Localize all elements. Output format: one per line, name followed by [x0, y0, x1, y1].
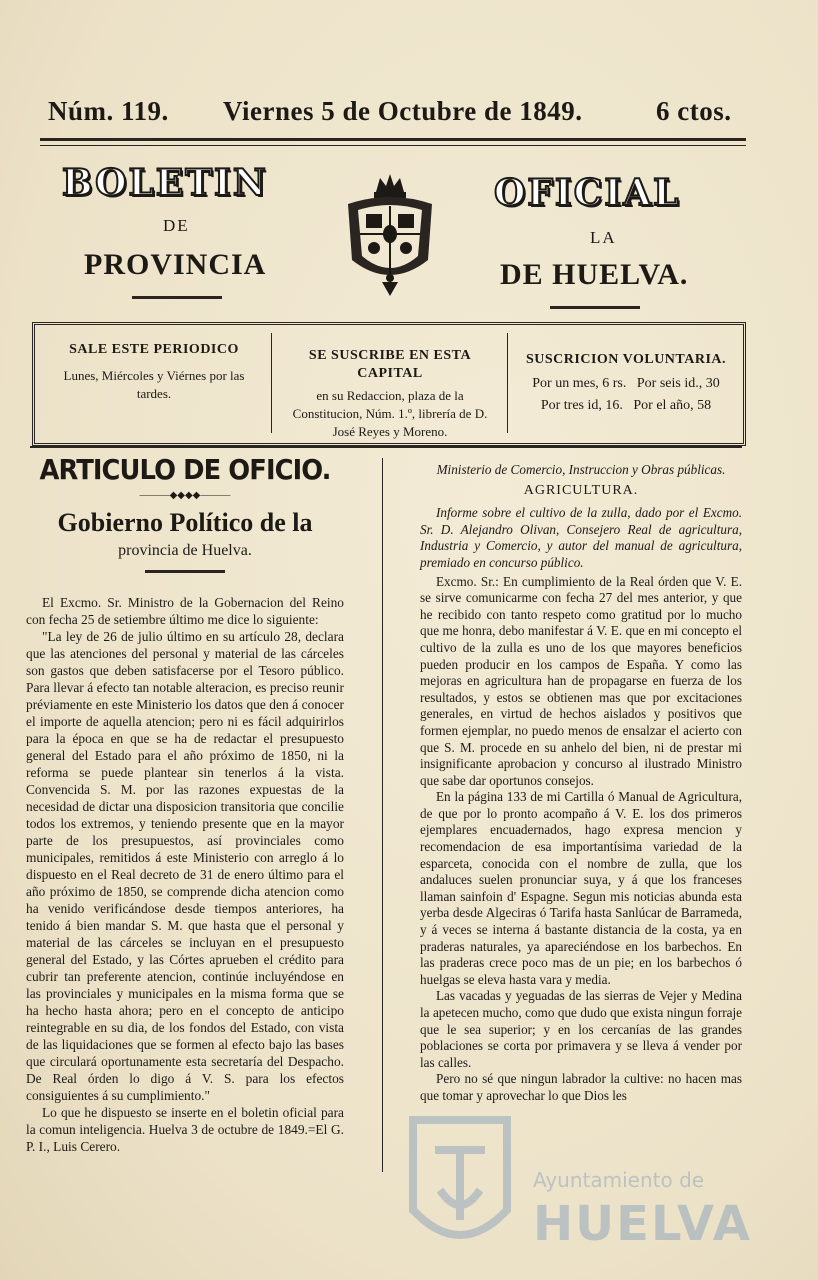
title-de: DE	[163, 216, 190, 235]
issue-date: Viernes 5 de Octubre de 1849.	[223, 96, 583, 126]
title-de-huelva: DE HUELVA.	[500, 258, 689, 291]
prices-line-2: Por tres id, 16. Por el año, 58	[540, 398, 712, 413]
report-paragraph-4: Pero no sé que ningun labrador la cultive: no hacen mas que tomar y aprovechar lo que Dios les	[420, 1071, 742, 1103]
agricultura-title: AGRICULTURA.	[523, 482, 639, 498]
title-boletin: BOLETIN	[62, 162, 268, 204]
publication-heading: SALE ESTE PERIODICO	[69, 342, 239, 357]
paragraph-closing: Lo que he dispuesto se inserte en el boletin oficial para la comun inteligencia. Huelva 3 de octubre de 1849.=El G. P. I., Luis Cerero.	[26, 1105, 344, 1154]
prices-heading: SUSCRICION VOLUNTARIA.	[525, 352, 726, 367]
subscribe-text: en su Redaccion, plaza de la Constitucion, Núm. 1.º, librería de D. José Reyes y Moreno.	[292, 388, 488, 439]
coat-of-arms-icon	[342, 170, 438, 300]
prices-info	[513, 333, 739, 415]
subscribe-heading: SE SUSCRIBE EN ESTA CAPITAL	[308, 348, 472, 381]
info-divider-2	[507, 333, 508, 433]
left-column	[26, 450, 344, 1155]
report-paragraph-3: Las vacadas y yeguadas de las sierras de Vejer y Medina la apetecen mucho, como que dudo que exista ningun forraje que le sea superior; y en los cercanías de las grandes poblaciones se corta por primavera y se lleva á vender por las calles.	[420, 988, 742, 1070]
info-divider-1	[271, 333, 272, 433]
report-intro: Informe sobre el cultivo de la zulla, dado por el Excmo. Sr. D. Alejandro Olivan, Consejero Real de agricultura, Industria y Comercio, y autor del manual de agricultura, premiado en concurso público.	[420, 505, 742, 570]
title-underline-right	[550, 306, 640, 309]
issue-price: 6 ctos.	[656, 96, 732, 126]
watermark-line-1: Ayuntamiento de	[533, 1168, 705, 1192]
prices-line-1: Por un mes, 6 rs. Por seis id., 30	[532, 376, 720, 391]
city-shield-icon	[405, 1110, 515, 1270]
title-provincia: PROVINCIA	[84, 248, 267, 281]
title-oficial: OFICIAL	[494, 172, 681, 214]
ministry-heading: Ministerio de Comercio, Instruccion y Obras públicas.	[436, 462, 726, 477]
column-divider	[382, 458, 383, 1172]
paragraph-decree: "La ley de 26 de julio último en su artículo 28, declara que las atenciones del personal y material de las cárceles son gastos que deben satisfacerse por el Tesoro público. Para llevar á efecto tan notable alteracion, es preciso reunir préviamente en este Ministerio los datos que den á conocer el importe de aquella atencion; pero ni es fácil adquirirlos para la época en que se ha de redactar el presupuesto general del Estado para el año próximo de 1850, ni la reforma se puede plantear sin tenerlos á la vista. Convencida S. M. por las razones expuestas de la necesidad de dictar una disposicion transitoria que concilie todos los extremos, y teniendo presente que en la mayor parte de los presupuestos, así provinciales como municipales, remitidos á este Ministerio con arreglo á lo dispuesto en el Real decreto de 31 de enero último para el año próximo de 1850, se comprende dicha atencion como ha venido verificándose desde tiempos anteriores, ha tenido á bien mandar S. M. que hasta que el personal y material de las cárceles se incluyan en el presupuesto general del Estado, y las Córtes aprueben el crédito para cubrir tan preferente atencion, continúe incluyéndose en las provinciales y municipales en la misma forma que se ha hecho hasta ahora; pero en el concepto de anticipo reintegrable en su dia, de los fondos del Estado, con vista de las liquidaciones que se formen al efecto bajo las bases que circulará oportunamente esta secretaría del Despacho. De Real órden lo digo á V. S. para los efectos consiguientes á su cumplimiento."	[26, 629, 344, 1103]
title-la: LA	[590, 228, 617, 247]
report-paragraph-2: En la página 133 de mi Cartilla ó Manual de Agricultura, de que por lo pronto acompaño á V. E. los dos primeros ejemplares encuadernados, hago expresa mencion y recomendacion de esa importantísima variedad de la esparceta, conocida con el nombre de zulla, que los andaluces suelen pronunciar suya, y á que los franceses llaman sainfoin d' Espagne. Segun mis noticias abunda esta yerba desde Algeciras ó Tarifa hasta Sanlúcar de Barrameda, y á veces se interna á bastante distancia de la costa, ya en praderas naturales, ya apareciéndose en los barbechos. En las praderas crece poco mas de un pie; en los barbechos ó huelgas se eleva hasta vara y media.	[420, 789, 742, 987]
watermark-line-2: HUELVA	[533, 1196, 752, 1252]
box-rule	[30, 446, 742, 448]
issue-number: Núm. 119.	[48, 96, 169, 126]
subscription-box	[32, 322, 746, 446]
publication-info	[41, 333, 267, 403]
heading-rule	[26, 564, 344, 574]
masthead-rule-bottom	[40, 145, 746, 146]
gobierno-heading: Gobierno Político de la	[57, 508, 313, 537]
subscribe-info	[277, 333, 503, 441]
right-column	[420, 462, 742, 1105]
ornament-divider: ———◆◆◆◆———	[139, 490, 231, 501]
masthead-rule-top	[40, 138, 746, 141]
paragraph-intro: El Excmo. Sr. Ministro de la Gobernacion del Reino con fecha 25 de setiembre último me dice lo siguiente:	[26, 595, 344, 627]
publication-text: Lunes, Miércoles y Viérnes por las tardes.	[63, 368, 245, 401]
gobierno-subheading: provincia de Huelva.	[118, 542, 252, 559]
section-title: ARTICULO DE OFICIO.	[39, 453, 331, 486]
title-underline-left	[132, 296, 222, 299]
report-paragraph-1: Excmo. Sr.: En cumplimiento de la Real órden que V. E. se sirve comunicarme con fecha 27 del mes anterior, y que he recibido con tanto respeto como gratitud por lo mucho que me honra, debo manifestar á V. E. que en mi concepto el cultivo de la zulla es uno de los que mayores beneficios pueden producir en los campos de España. Y como las mejoras en agricultura han de propagarse en fuerza de los resultados, y estos se obtienen mas que por excitaciones generales, en virtud de hechos aislados y positivos que formen ejemplar, no puedo menos de ensalzar el acierto con que S. M. procede en su anhelo del bien, ni de prestar mi insignificante aprobacion y concurso al ilustrado Ministro que sabe dar oportunos consejos.	[420, 573, 742, 788]
watermark	[405, 1110, 752, 1270]
